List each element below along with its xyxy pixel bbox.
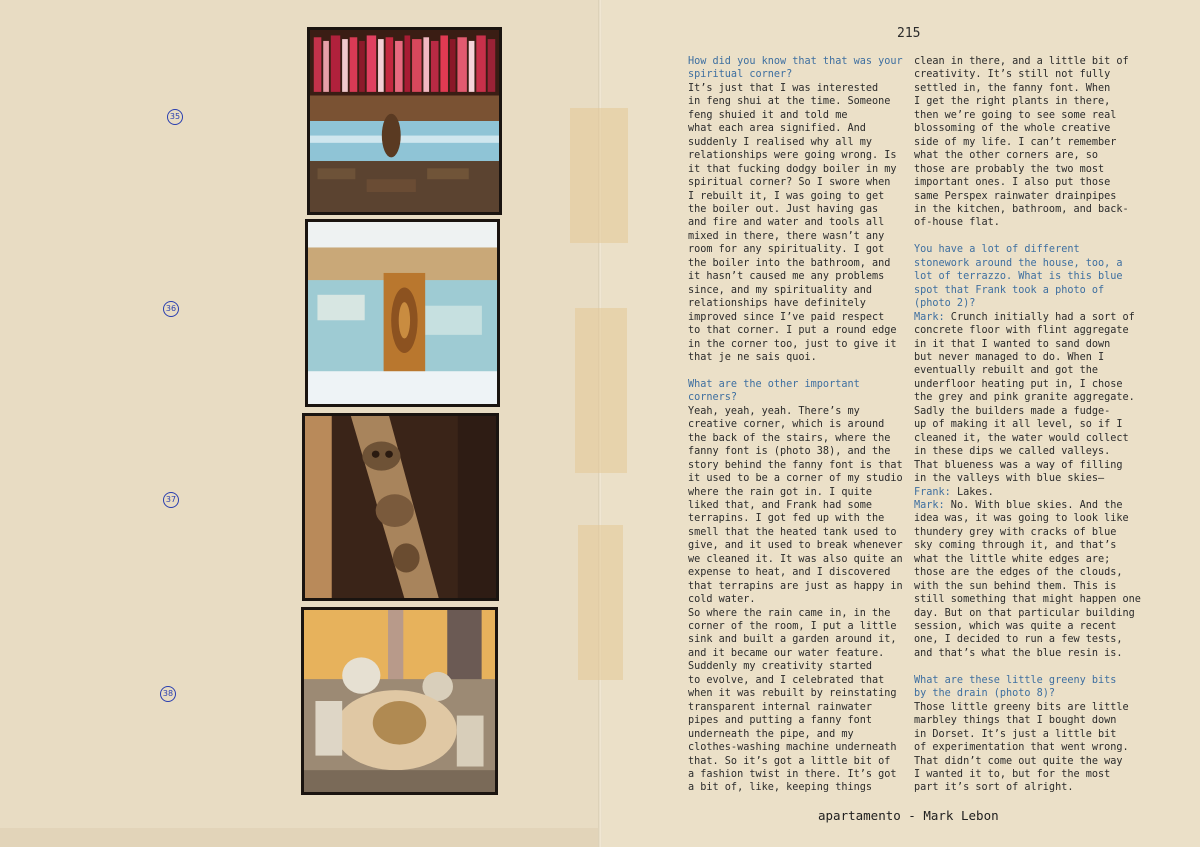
photo-marker-37: 37 — [163, 492, 179, 508]
body-text-line: important ones. I also put those — [914, 177, 1111, 189]
body-text-line: corner of the room, I put a little — [688, 621, 897, 633]
interview-question-line: What are the other important — [688, 378, 860, 390]
body-text-line: in the kitchen, bathroom, and back- — [914, 203, 1129, 215]
body-text-line: improved since I’ve paid respect — [688, 311, 885, 323]
body-text-line: That blueness was a way of filling — [914, 459, 1123, 471]
body-text-line: liked that, and Frank had some — [688, 499, 873, 511]
body-text-line: to evolve, and I celebrated that — [688, 674, 885, 686]
body-text-line: thundery grey with cracks of blue — [914, 526, 1117, 538]
interview-question-line: You have a lot of different — [914, 244, 1080, 256]
body-text-line: a bit of, like, keeping things — [688, 782, 873, 794]
body-text-line: of experimentation that went wrong. — [914, 742, 1129, 754]
body-text-line: when it was rebuilt by reinstating — [688, 688, 897, 700]
body-text-line: sky coming through it, and that’s — [914, 540, 1117, 552]
interview-question-line: How did you know that that was your — [688, 56, 903, 67]
photo-marker-36: 36 — [163, 301, 179, 317]
interview-question-line: lot of terrazzo. What is this blue — [914, 271, 1123, 283]
body-text-line: room for any spirituality. I got — [688, 244, 885, 256]
body-text-line: creativity. It’s still not fully — [914, 69, 1111, 81]
body-text-line: of-house flat. — [914, 217, 1000, 229]
speaker-line — [914, 499, 1141, 512]
body-text-line: then we’re going to see some real — [914, 109, 1117, 121]
interview-question-line: corners? — [688, 392, 738, 404]
body-text-line: what the little white edges are; — [914, 553, 1111, 565]
body-text-line — [914, 660, 1141, 673]
body-text-line: spiritual corner? So I swore when — [688, 177, 891, 189]
speaker-label: Mark: — [914, 499, 945, 511]
body-text-line: feng shuied it and told me — [688, 109, 848, 121]
body-text-line: suddenly I realised why all my — [688, 136, 873, 148]
body-text-line: I wanted it to, but for the most — [914, 769, 1111, 781]
interview-question-line: (photo 2)? — [914, 298, 976, 310]
body-text-line: those are probably the two most — [914, 163, 1105, 175]
body-text-line: the back of the stairs, where the — [688, 432, 891, 444]
body-text-line: pipes and putting a fanny font — [688, 715, 873, 727]
body-text-line: story behind the fanny font is that — [688, 459, 903, 471]
body-text-line: Those little greeny bits are little — [914, 701, 1129, 713]
body-text-line: creative corner, which is around — [688, 419, 885, 431]
left-page — [0, 0, 599, 830]
body-text-line: fanny font is (photo 38), and the — [688, 446, 891, 458]
body-text-line: side of my life. I can’t remember — [914, 136, 1117, 148]
tape-strip — [575, 308, 627, 473]
body-text-line: in the valleys with blue skies— — [914, 473, 1105, 485]
body-text-line: concrete floor with flint aggregate — [914, 325, 1129, 337]
body-text-line: the boiler into the bathroom, and — [688, 257, 891, 269]
body-text-line: it that fucking dodgy boiler in my — [688, 163, 897, 175]
body-text-line: what each area signified. And — [688, 123, 866, 135]
body-text-line: we cleaned it. It was also quite an — [688, 553, 903, 565]
photo-carved-panel — [305, 219, 500, 407]
body-text-line: to that corner. I put a round edge — [688, 325, 897, 337]
body-text-line: mixed in there, there wasn’t any — [688, 230, 885, 242]
speaker-line — [914, 486, 1141, 499]
body-text-line: part it’s sort of alright. — [914, 782, 1074, 794]
body-text-line: I rebuilt it, I was going to get — [688, 190, 885, 202]
photo-carved-totem — [302, 413, 499, 601]
interview-question-line: stonework around the house, too, a — [914, 257, 1123, 269]
body-text-line: terrapins. I got fed up with the — [688, 513, 885, 525]
interview-question-line: spiritual corner? — [688, 69, 793, 81]
body-text-line: Yeah, yeah, yeah. There’s my — [688, 405, 860, 417]
body-text-line: in Dorset. It’s just a little bit — [914, 728, 1117, 740]
body-text-line: relationships were going wrong. Is — [688, 150, 897, 162]
page-bottom-edge — [0, 828, 600, 847]
body-text-line: it used to be a corner of my studio — [688, 473, 903, 485]
photo-bookshelf-carving — [307, 27, 502, 215]
body-text-line: marbley things that I bought down — [914, 715, 1117, 727]
body-text-line: the boiler out. Just having gas — [688, 203, 879, 215]
body-text-line: one, I decided to run a few tests, — [914, 634, 1123, 646]
speaker-line — [914, 311, 1141, 324]
text-column-left — [688, 55, 903, 795]
body-text-line: in these dips we called valleys. — [914, 446, 1111, 458]
body-text-line: clothes-washing machine underneath — [688, 742, 897, 754]
body-text-line: up of making it all level, so if I — [914, 419, 1123, 431]
tape-strip — [570, 108, 628, 243]
body-text-line: where the rain got in. I quite — [688, 486, 873, 498]
body-text-line: settled in, the fanny font. When — [914, 82, 1111, 94]
body-text-line: and fire and water and tools all — [688, 217, 885, 229]
body-text-line: blossoming of the whole creative — [914, 123, 1111, 135]
body-text-line: underneath the pipe, and my — [688, 728, 854, 740]
photo-fanny-font — [301, 607, 498, 795]
photo-marker-38: 38 — [160, 686, 176, 702]
speaker-text: No. With blue skies. And the — [944, 499, 1123, 511]
body-text-line: sink and built a garden around it, — [688, 634, 897, 646]
body-text-line: cold water. — [688, 594, 756, 606]
body-text-line: Suddenly my creativity started — [688, 661, 873, 673]
body-text-line: in the corner too, just to give it — [688, 338, 897, 350]
body-text-line: same Perspex rainwater drainpipes — [914, 190, 1117, 202]
body-text-line: that terrapins are just as happy in — [688, 580, 903, 592]
body-text-line: and that’s what the blue resin is. — [914, 647, 1123, 659]
body-text-line: cleaned it, the water would collect — [914, 432, 1129, 444]
body-text-line: relationships have definitely — [688, 298, 866, 310]
interview-question-line: spot that Frank took a photo of — [914, 284, 1105, 296]
body-text-line: day. But on that particular building — [914, 607, 1135, 619]
body-text-line: the grey and pink granite aggregate. — [914, 392, 1135, 404]
body-text-line: a fashion twist in there. It’s got — [688, 769, 897, 781]
tape-strip — [578, 525, 623, 680]
body-text-line: session, which was quite a recent — [914, 621, 1117, 633]
speaker-text: Lakes. — [950, 486, 994, 498]
body-text-line: clean in there, and a little bit of — [914, 56, 1129, 67]
body-text-line: and it became our water feature. — [688, 647, 885, 659]
body-text-line: idea was, it was going to look like — [914, 513, 1129, 525]
text-column-right — [914, 55, 1141, 795]
speaker-text: Crunch initially had a sort of — [944, 311, 1135, 323]
body-text-line: It’s just that I was interested — [688, 82, 879, 94]
body-text-line: that je ne sais quoi. — [688, 351, 817, 363]
body-text-line: That didn’t come out quite the way — [914, 755, 1123, 767]
body-text-line: Sadly the builders made a fudge- — [914, 405, 1111, 417]
body-text-line: with the sun behind them. This is — [914, 580, 1117, 592]
body-text-line: what the other corners are, so — [914, 150, 1099, 162]
speaker-label: Frank: — [914, 486, 951, 498]
body-text-line: those are the edges of the clouds, — [914, 567, 1123, 579]
body-text-line: it hasn’t caused me any problems — [688, 271, 885, 283]
interview-question-line: What are these little greeny bits — [914, 674, 1117, 686]
body-text-line — [914, 230, 1141, 243]
body-text-line: but never managed to do. When I — [914, 351, 1105, 363]
interview-question-line: by the drain (photo 8)? — [914, 688, 1056, 700]
page-number: 215 — [897, 26, 921, 41]
body-text-line: expense to heat, and I discovered — [688, 567, 891, 579]
body-text-line: give, and it used to break whenever — [688, 540, 903, 552]
body-text-line: that. So it’s got a little bit of — [688, 755, 891, 767]
body-text-line: So where the rain came in, in the — [688, 607, 891, 619]
body-text-line: in it that I wanted to sand down — [914, 338, 1111, 350]
body-text-line: still something that might happen one — [914, 594, 1141, 606]
body-text-line: in feng shui at the time. Someone — [688, 96, 891, 108]
body-text-line: underfloor heating put in, I chose — [914, 378, 1123, 390]
footer-credit: apartamento - Mark Lebon — [818, 808, 999, 823]
speaker-label: Mark: — [914, 311, 945, 323]
body-text-line: since, and my spirituality and — [688, 284, 873, 296]
body-text-line: eventually rebuilt and got the — [914, 365, 1099, 377]
body-text-line: transparent internal rainwater — [688, 701, 873, 713]
body-text-line — [688, 364, 903, 377]
body-text-line: I get the right plants in there, — [914, 96, 1111, 108]
body-text-line: smell that the heated tank used to — [688, 526, 897, 538]
photo-marker-35: 35 — [167, 109, 183, 125]
